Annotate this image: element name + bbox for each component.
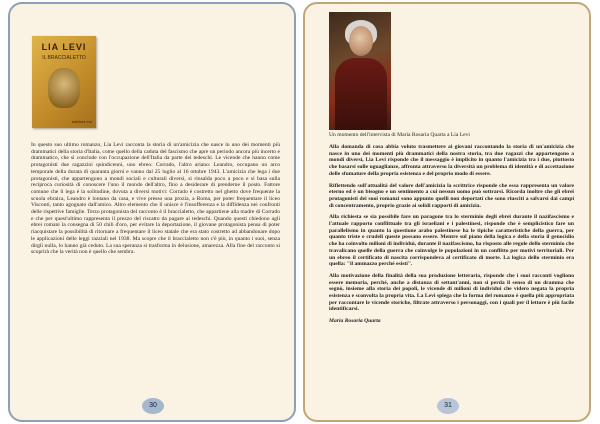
book-cover-image <box>32 36 96 128</box>
interview-paragraph-4: Alla motivazione della finalità della sua produzione letteraria, risponde che i suoi racconti vogliono essere memoria, perché, anche a distanza di settant'anni, non si perda il senso di un dramma che segnò, insieme alla storia dei popoli, le vicende di milioni di individui che videro negata la propria esistenza e sconvolta la propria vita. La Levi spiega che la forma del romanzo è quella più appropriata per raccontare le vicende storiche, filtrate attraverso i personaggi, con i quali per il lettore è più facile identificarsi. <box>329 272 574 313</box>
photo-coat <box>335 58 387 130</box>
interview-paragraph-2: Riflettendo sull'attualità del valore dell'amicizia la scrittrice risponde che essa rappresenta un valore eterno ed è un bisogno e un sentimento a cui nessun uomo può sottrarsi. Ricorda inoltre che gli ebrei protagonisti dei suoi romanzi sono appunto quelli non deportati che sono riusciti a salvarsi dai campi di concentramento, proprio grazie ai solidi rapporti di amicizia. <box>329 182 574 209</box>
right-page <box>303 2 591 422</box>
photo-caption: Un momento dell'intervista di Maria Rosaria Quarta a Lia Levi <box>329 132 470 138</box>
book-cover-subtitle: IL BRACCIALETTO <box>42 55 86 61</box>
book-cover-art <box>48 68 80 108</box>
interview-paragraph-3: Alla richiesta se sia possibile fare un paragone tra lo sterminio degli ebrei durante il nazifascismo e l'attuale rapporto conflittuale tra gli israeliani e i palestinesi, risponde che è semplicistico fare un parallelismo in quanto la questione arabo palestinese ha le tipiche caratteristiche della guerra, per quanto triste e crudeli queste possano essere. Mentre sul piano della logica e della storia il genocidio che ha coinvolto milioni di individui, durante il nazifascismo, ha risposto alle regole dello sterminio che travalicano quelle della guerra che coinvolge le popolazioni in un conflitto per motivi territoriali. Per un ebreo il certificato di nascita corrispondeva al certificato di morte. La logica dello sterminio era quella: "il ammazzo perché esisti". <box>329 214 574 268</box>
page-number-left: 30 <box>142 398 164 414</box>
book-cover-title: LIA LEVI <box>41 42 87 52</box>
left-page <box>8 2 296 422</box>
photo-face <box>349 26 373 56</box>
interview-photo <box>329 12 391 130</box>
book-cover-publisher: edizioni e/o <box>71 119 92 124</box>
author-signature: Maria Rosaria Quarta <box>329 318 381 325</box>
interview-paragraph-1: Alla domanda di cosa abbia voluto trasmettere ai giovani raccontando la storia di un'amicizia che nasce in uno dei momenti più drammatici della nostra storia, tra due ragazzi che appartengono a mondi diversi, Lia Levi risponde che il messaggio è implicito in quanto l'amicizia tra i due, piuttosto che basarsi sulle uguaglianze, affronta attraverso la diversità un problema di identità e di accettazione delle sfumature della propria esistenza e del proprio modo di essere. <box>329 144 574 177</box>
interview-text <box>329 144 574 330</box>
page-number-right: 31 <box>437 398 459 414</box>
left-body-text: In questo suo ultimo romanzo, Lia Levi racconta la storia di un'amicizia che nasce in uno dei momenti più drammatici della storia d'Italia, come quello della caduta del fascismo che apre un periodo ancora più incerto e drammatico, che si conclude con l'occupazione dell'Italia da parte dei tedeschi. Le vicende che hanno come protagonisti due ragazzini quindicenni, uno ebreo: Corrado, l'altro ariano: Leandro, occupano un arco temporale della durata di quaranta giorni e vanno dal 25 luglio al 16 ottobre 1943. L'amicizia che lega i due protagonisti, che appartengono a mondi sociali e culturali diversi, si rinsalda poco a poco e si basa sulla reciproca curiosità di conoscere l'uno il mondo dell'altro, fino a desiderare di prenderne il posto. Fattore comune che li lega è la solitudine, dovuta a diversi motivi: Corrado è costretto nel ghetto dove frequente la scuola ebraica, Leandro è lontano da casa, e vive presso una prozia, a Roma, per poter frequentare il liceo Visconti, tanto agognato dall'amico. Altro elemento che li unisce è l'insofferenza e la diffidenza nei confronti delle rispettive famiglie. Terzo protagonista del racconto è il braccialetto, che appartiene alla madre di Corrado e che per quest'ultimo rappresenta il prezzo del riscatto da pagare ai tedeschi. Quando questi chiedono agli ebrei romani la consegna di 50 chili d'oro, per evitare la deportazione, il giovane protagonista pensa di poter riacquistare la possibilità di ritornare a frequentare il liceo statale che era stato costretto ad abbandonare dopo le applicazioni delle leggi razziali nel 1938. Ma scopre che il braccialetto non c'è più, in quanto i suoi, senza dirgli nulla, lo hanno già ceduto. La sua speranza si trasforma in delusione, amarezza. Alla fine del racconto si scoprirà che la verità non è quello che sembra. <box>31 142 280 256</box>
